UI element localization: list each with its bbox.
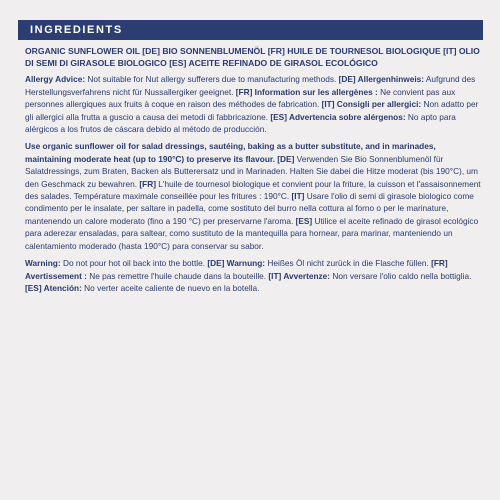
warning-fr-text: Ne pas remettre l'huile chaude dans la bouteille.: [86, 270, 269, 281]
warning-de-label: [DE] Warnung:: [207, 258, 266, 269]
usage-fr-label: [FR]: [139, 178, 156, 189]
usage-fr-text: L'huile de tournesol biologique et convient pour la friture, la cuisson et l'assaisonnement des salades. Température maximale conseillée pour les fritures : 190°C.: [25, 178, 481, 202]
allergy-de-text: Aufgrund des Herstellungsverfahrens nicht für Nussallergiker geeignet.: [25, 74, 476, 97]
label-content: [18, 40, 483, 294]
allergy-es-text: No apto para alérgicos a los frutos de cáscara debido al método de producción.: [25, 111, 456, 135]
usage-it-text: Usare l'olio di semi di girasole biologico come condimento per le insalate, per saltare in padella, come sostituto del burro nella cottura al forno o per le marinature, mantenendo un calore moderato (fino a 190 °C) per preservarne l'aroma.: [25, 191, 474, 226]
warning: [25, 257, 483, 294]
allergy-en-label: Allergy Advice:: [25, 74, 86, 85]
warning-en-text: Do not pour hot oil back into the bottle.: [60, 258, 208, 269]
ingredients-label: [18, 20, 483, 299]
allergy-it-text: Non adatto per gli allergici alla frutta a guscio a causa dei metodi di fabbricazione.: [25, 99, 479, 122]
allergy-en-text: Not suitable for Nut allergy sufferers due to manufacturing methods.: [85, 74, 339, 85]
warning-en-label: Warning:: [25, 258, 61, 269]
warning-it-text: Non versare l'olio caldo nella bottiglia.: [330, 270, 472, 281]
warning-it-label: [IT] Avvertenze:: [268, 270, 331, 281]
allergy-de-label: [DE] Allergenhinweis:: [338, 74, 425, 85]
warning-de-text: Heißes Öl nicht zurück in die Flasche füllen.: [265, 258, 432, 269]
header-title: INGREDIENTS: [30, 24, 123, 36]
warning-fr-label: [FR] Avertissement :: [25, 258, 448, 281]
usage-instructions: [25, 140, 483, 252]
allergy-it-label: [IT] Consigli per allergici:: [321, 99, 422, 110]
ingredients-title: ORGANIC SUNFLOWER OIL [DE] BIO SONNENBLUMENÖL [FR] HUILE DE TOURNESOL BIOLOGIQUE [IT] OLIO DI SEMI DI GIRASOLE BIOLOGICO [ES] ACEITE REFINADO DE GIRASOL ECOLÓGICO: [25, 46, 480, 69]
usage-de-label: [DE]: [274, 153, 295, 164]
usage-it-label: [IT]: [291, 191, 305, 202]
usage-en-text: Use organic sunflower oil for salad dressings, sautéing, baking as a butter substitute, and in marinades, maintaining moderate heat (up to 190°C) to preserve its flavour.: [25, 141, 436, 164]
allergy-fr-text: Ne convient pas aux personnes allergiques aux fruits à coque en raison des méthodes de fabrication.: [25, 86, 456, 110]
ingredients-header: [18, 20, 483, 40]
allergy-es-label: [ES] Advertencia sobre alérgenos:: [270, 111, 406, 122]
warning-es-label: [ES] Atención:: [25, 282, 82, 293]
usage-es-label: [ES]: [295, 215, 313, 226]
allergy-advice: [25, 73, 483, 135]
usage-es-text: Utilice el aceite refinado de girasol ecológico para aderezar ensaladas, para saltear, como sustituto de la mantequilla para hornear, para marinar, manteniendo un calentamiento moderado (hasta 190°C) para conservar su sabor.: [25, 215, 479, 251]
usage-de-text: Verwenden Sie Bio Sonnenblumenöl für Salatdressings, zum Braten, Backen als Butterersatz und in Marinaden. Halten Sie dabei die Hitze moderat (bis 190°C), um den Geschmack zu bewahren.: [25, 153, 478, 189]
allergy-fr-label: [FR] Information sur les allergènes :: [235, 86, 378, 97]
warning-es-text: No verter aceite caliente de nuevo en la botella.: [81, 282, 260, 293]
